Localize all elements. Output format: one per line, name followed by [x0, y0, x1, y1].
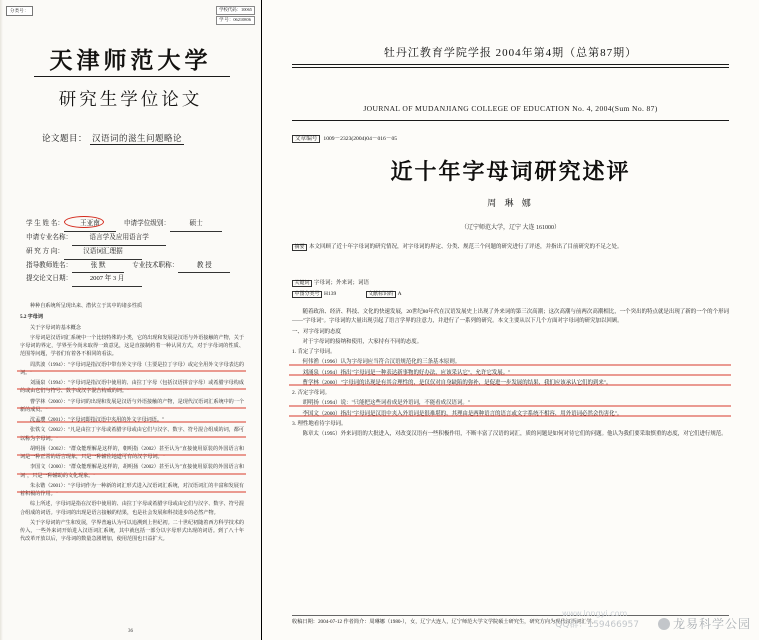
article-body [292, 308, 729, 440]
doc-code-label: 文献标识码 [366, 291, 396, 298]
clc-label: 中图分类号 [292, 291, 322, 298]
meta-value: 张 默 [72, 260, 124, 274]
watermark-logo-text [658, 615, 751, 632]
abstract-text: 本文回顾了近十年字母词的研究情况，对字母词的界定、分类、规范三个问题的研究进行了评述，并指出了目前研究的不足之处。 [309, 244, 623, 250]
meta-value: 语言学及应用语言学 [72, 232, 166, 246]
body-list-item: 1. 肯定了字母词。 [292, 349, 336, 356]
title-divider [34, 76, 230, 77]
thesis-title-value: 汉语词的滋生问题略论 [92, 133, 183, 143]
article-number-value: 1009－2323(2004)04－016－05 [323, 136, 398, 142]
watermark-text: 龙易科学公园 [672, 617, 751, 631]
meta-key: 指导教师姓名： [26, 261, 73, 269]
body-paragraph: 随着政治、经济、科技、文化的快速发展，20世纪80年代在汉语发展史上出现了外来词的第三次高潮；这次高潮与前两次高潮相比，一个突出的特点就是出现了新的一个的个形词——"字母词"。字母词的大量出现引起了语言学界的注意力，并进行了一系列的研究。本文主要从以下几个方面对字母词的研究加以回顾。 [292, 309, 729, 325]
meta-key: 研 究 方 向： [26, 247, 64, 255]
paragraph: 字母词是汉语词汇系统中一个比较特殊的小类，它的出现和发展是汉语与外语接触的产物，关于字母词的界定，学界至今尚未取得一致意见，这是直接制约着一种认同方式，对于字母词的性质、范围等问题，学者们有着各不相同的看法。 [20, 334, 244, 358]
watermark-center: www.longyi.com [562, 609, 628, 618]
university-name: 天津师范大学 [49, 47, 212, 74]
author-affiliation: （辽宁师范大学，辽宁 大连 161000） [460, 225, 560, 231]
thesis-metadata [26, 218, 238, 287]
keywords-label: 关键词 [292, 280, 312, 287]
meta-value: 汉语词汇理据 [64, 246, 142, 260]
body-list-item: 2. 否定字母词。 [292, 390, 331, 397]
paragraph: 综上所述，字母词是指在汉语中使用的、由拉丁字母或希腊字母或由它们与汉字、数字、符号混合组成的词语。字母词的出现是语言接触的结果，也是社会发展和科技进步的必然产物。 [20, 501, 244, 516]
classification-block [292, 290, 402, 297]
thesis-title-label: 论文题目： [42, 133, 88, 143]
body-paragraph-highlighted: 胡明扬（1994）说："只能把这些词看成是外语词，不能看成汉语词。" [292, 399, 729, 408]
journal-header: 牡丹江教育学院学报 2004年第4期（总第87期） [383, 47, 638, 59]
paragraph-highlighted: 刘涌泉（1994）："字母词是指汉语中使用的、由拉丁字母（包括汉语拼音字母）或希腊字母构成的或由它们与符号、数字或汉字混合构成的词。" [20, 380, 244, 395]
body-subheading: 一、对字母词的态度 [292, 328, 341, 335]
thesis-top-bar [0, 6, 261, 36]
meta-key-2: 申请学位级别： [123, 220, 171, 227]
red-circle-annotation [64, 216, 104, 228]
body-paragraph-highlighted: 刘涌泉（1994）指出"字母词是一种表达新事物的好办法，应该采认它"，允许它发展。" [292, 369, 729, 378]
school-code-block [216, 6, 255, 26]
circle-logo-icon [658, 618, 670, 630]
journal-english-header: JOURNAL OF MUDANJIANG COLLEGE OF EDUCATION No. 4, 2004(Sum No. 87) [363, 104, 658, 113]
article-number-label: 文章编号 [292, 135, 320, 143]
section-intro: 种种自系统所呈现出来、潜伏立于其中的诸多性质 [30, 303, 143, 309]
paragraph-highlighted: 朱永锴（2001）："字母词作为一种新的词汇形式进入汉语词汇系统，对汉语词汇的丰富和发展有着积极的作用。" [20, 482, 244, 497]
meta-value: 2007 年 3 月 [72, 273, 142, 287]
body-paragraph-highlighted: 曹学林（2000）"字母词的出现是有其合理性的，是仅仅对自身缺陷的弥补，是促进一步发展的结果，我们应该承认它们的到来"。 [292, 379, 729, 388]
meta-row [26, 232, 238, 246]
body-paragraph-highlighted: 何伟渔（1996）认为字母词应当符合汉语规范化的三条基本原则。 [292, 358, 729, 367]
journal-article-page [262, 0, 759, 640]
meta-value-2: 教 授 [178, 260, 230, 274]
paragraph: 关于字母词的基本概念 [30, 324, 81, 331]
student-number: 学 号：06210806 [216, 16, 255, 25]
article-footnote: 收稿日期：2004-07-12 作者简介：周琳娜（1980-），女，辽宁大连人，辽宁师范大学文学院硕士研究生，研究方向为现代汉语词汇学。 [292, 615, 729, 626]
body-paragraph: 陈章太（1995）外来词语的大批进入，对改变汉语有一些积极作用，不断丰富了汉语的词汇，质的问题是如何对待它们的问题。他认为我们要采取慎重的态度，对它们进行规范。 [302, 431, 727, 438]
meta-value: 王亚南 [64, 218, 116, 232]
article-author: 周 琳 娜 [487, 198, 534, 208]
meta-row [26, 260, 238, 274]
meta-row [26, 273, 238, 287]
paragraph-highlighted: 周洪波（1994）："字母词是指汉语中带有外文字母（主要是拉丁字母）或完全用外文字母表达的词。" [20, 361, 244, 376]
document-subtitle: 研究生学位论文 [58, 90, 203, 110]
meta-key: 学 生 姓 名： [26, 220, 64, 227]
paragraph-highlighted: 胡明扬（2002）："群众能理解是这样的，朝明指（2002）甚至认为"直接使用原装的外国语言和词是一种正常的语言现象，只是一种辅佐地道可有的汉字母词。" [20, 445, 244, 460]
clc-value: H139 [324, 291, 337, 297]
abstract-label: 摘要 [292, 244, 307, 251]
meta-key: 提交论文日期： [26, 275, 73, 283]
paragraph: 关于字母词的产生和发展，学界普遍认为可以追溯到上世纪初。二十世纪初随着西方科学技术的传入，一些外来词开始进入汉语词汇系统，其中就包括一部分以字母形式出现的词语。到了八十年代改革开放以后，字母词的数量急剧增加，使用范围也日益扩大。 [20, 519, 244, 543]
paragraph-highlighted: 沈孟璎（2001）："字母词即指汉语中夹用的外文字母词语。" [20, 416, 244, 424]
paragraph-highlighted: 张铁文（2002）："凡是由拉丁字母或希腊字母或由它们与汉字、数字、符号混合组成的词，都可以称为字母词。" [20, 427, 244, 442]
thesis-body-text [20, 302, 244, 546]
body-paragraph-highlighted: 李国文（2000）指出"字母词是汉语中夹入外语词是很难堪的，其理由是两种语言的语言或文字系统不相容，用外语词必然会伤害化"。 [292, 410, 729, 419]
meta-value-2: 硕士 [170, 218, 222, 232]
paragraph-highlighted: 李国文（2000）："群众能理解是这样的，胡明扬（2002）甚至认为"直接使用原装的外国语言和词"，只是一种辅助的文化现象。" [20, 464, 244, 479]
section-heading: 5.2 字母词 [20, 314, 43, 321]
header-divider-thin [292, 67, 729, 68]
doc-code-value: A [397, 291, 402, 297]
body-list-item: 3. 理性地看待字母词。 [292, 420, 347, 427]
paragraph-highlighted: 曹学林（2000）："字母词的出现和发展是汉语与外语接触的产物，是现代汉语词汇系统中的一个新的成员。" [20, 398, 244, 413]
body-paragraph: 对于字母词的接纳和使用，大家持有不同的态度。 [302, 338, 423, 345]
meta-key: 申请专业名称： [26, 233, 73, 241]
abstract-block [292, 243, 729, 252]
keywords-text: 字母词；外来词；词语 [314, 280, 370, 286]
keywords-block [292, 278, 369, 286]
school-code: 学校代码：10065 [216, 6, 255, 15]
meta-row [26, 218, 238, 232]
thesis-title-line [42, 132, 184, 144]
english-header-divider [292, 120, 729, 121]
article-title: 近十年字母词研究述评 [390, 159, 631, 185]
header-divider-thick [292, 64, 729, 65]
article-number-line [292, 134, 397, 142]
meta-row [26, 246, 238, 260]
thesis-cover-page [0, 0, 262, 640]
meta-key-2: 专业技术职称： [132, 261, 179, 269]
watermark-qq: QQ群：159466957 [555, 620, 639, 630]
classification-number: 分类号： [6, 6, 33, 16]
page-number: 36 [128, 629, 133, 634]
